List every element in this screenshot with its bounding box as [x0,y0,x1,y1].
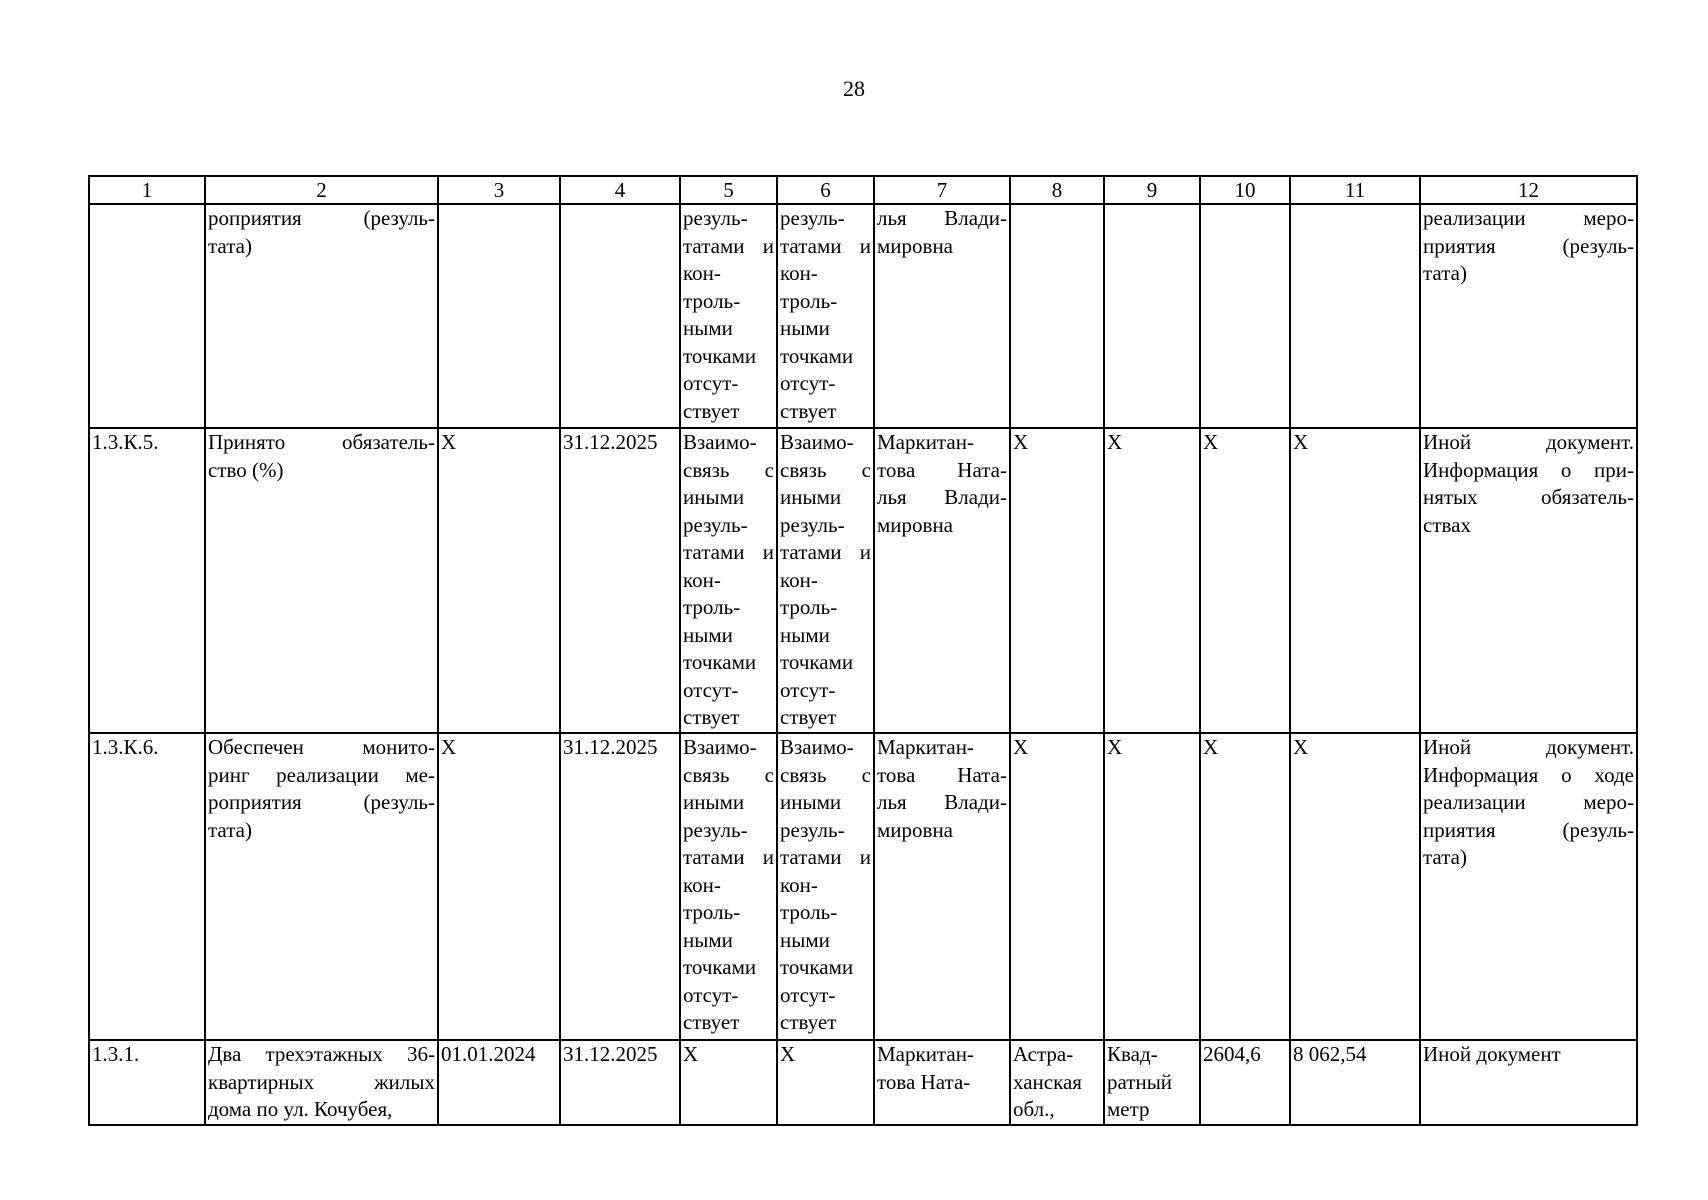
start-date-cell: Х [438,733,560,1040]
cell-line: лья Влади- [877,485,1007,509]
cell-line: точками [780,650,854,674]
responsible-cell [874,1040,1010,1125]
cell-line: Астра- [1013,1042,1074,1066]
cell-line: приятия (резуль- [1423,817,1634,842]
cell-line: роприятия (резуль- [208,790,435,814]
cell-line: отсут- [780,677,836,702]
header-cell: 7 [874,176,1010,204]
cell-line: това Ната- [877,762,1007,787]
location-cell: Х [1010,428,1104,733]
cell-line: иными [683,790,745,814]
cell-line: татами и [780,845,871,869]
row-number-cell: 1.3.К.6. [89,733,205,1040]
cell-line: отсут- [780,982,836,1007]
cell-line: ными [683,316,733,340]
cell-line: ство (%) [208,457,284,482]
cell-line: ными [683,927,733,952]
cell-line: резуль- [780,817,845,842]
cell-line: татами и [780,540,871,564]
cell-line: отсут- [780,371,836,395]
cell-line: Иной документ. [1423,430,1634,454]
cell-line: татами и [683,233,774,258]
cell-line: ствует [683,398,740,423]
table-row [89,733,1637,1040]
cell-line: троль- [780,900,838,924]
cell-line: связь с [683,762,774,787]
cell-line: мировна [877,512,954,537]
end-date-cell: 31.12.2025 [560,733,680,1040]
cell-line: кон- [683,261,721,285]
cell-line: ствует [780,705,837,729]
cell-line: приятия (резуль- [1423,233,1634,258]
name-cell [205,733,438,1040]
header-cell: 12 [1420,176,1637,204]
cell-line: Иной документ. [1423,735,1634,759]
quantity-cell [1200,204,1290,428]
cell-line: Взаимо- [780,735,854,759]
row-number-cell: 1.3.К.5. [89,428,205,733]
responsible-cell [874,204,1010,428]
results-table [88,175,1638,1126]
cell-line: татами и [683,845,774,869]
cell-line: роприятия (резуль- [208,206,435,230]
cost-cell: 8 062,54 [1290,1040,1420,1125]
document-cell [1420,428,1637,733]
cell-line: Обеспечен монито- [208,735,435,759]
name-cell [205,428,438,733]
cell-line: Взаимо- [780,430,854,454]
responsible-cell [874,428,1010,733]
cell-line: татами и [780,233,871,258]
cell-line: резуль- [780,206,845,230]
start-date-cell: Х [438,428,560,733]
cell-line: ствует [683,705,740,729]
name-cell [205,204,438,428]
cell-line: точками [683,955,757,979]
unit-cell: Х [1104,428,1200,733]
header-cell: 10 [1200,176,1290,204]
location-cell: Х [1010,733,1104,1040]
cell-line: нятых обязатель- [1423,485,1634,509]
document-cell [1420,204,1637,428]
cell-line: Информация о ходе [1423,762,1634,787]
cell-line: реализации меро- [1423,790,1634,814]
cell-line: резуль- [683,512,748,537]
cell-line: троль- [683,288,741,313]
cell-line: кон- [780,567,818,592]
cell-line: Маркитан- [877,1042,974,1066]
quantity-cell: Х [1200,428,1290,733]
cell-line: точками [780,955,854,979]
cell-line: отсут- [683,371,739,395]
cell-line: Принято обязатель- [208,430,435,454]
cell-line: резуль- [683,206,748,230]
header-cell: 11 [1290,176,1420,204]
cell-line: отсут- [683,677,739,702]
cost-cell [1290,204,1420,428]
cell-line: точками [683,343,757,368]
header-cell: 9 [1104,176,1200,204]
header-cell: 1 [89,176,205,204]
cell-line: татами и [683,540,774,564]
unit-cell [1104,1040,1200,1125]
unit-cell: Х [1104,733,1200,1040]
cell-line: Иной документ [1423,1042,1561,1066]
cell-line: ными [780,316,830,340]
location-cell [1010,204,1104,428]
table-row [89,1040,1637,1125]
cell-line: связь с [780,762,871,787]
cell-line: резуль- [780,512,845,537]
cell-line: кон- [780,261,818,285]
cell-line: метр [1107,1097,1150,1121]
predecessor-cell [680,204,777,428]
cell-line: отсут- [683,982,739,1007]
cell-line: ратный [1107,1069,1173,1094]
page-number: 28 [843,76,865,101]
predecessor-cell [680,428,777,733]
location-cell [1010,1040,1104,1125]
cost-cell: Х [1290,428,1420,733]
cost-cell: Х [1290,733,1420,1040]
predecessor-cell: Х [680,1040,777,1125]
header-row [89,176,1637,204]
unit-cell [1104,204,1200,428]
cell-line: Два трехэтажных 36- [208,1042,435,1066]
cell-line: лья Влади- [877,206,1007,230]
cell-line: тата) [1423,845,1467,869]
cell-line: связь с [780,457,871,482]
cell-line: резуль- [683,817,748,842]
table-body [89,204,1637,1125]
name-cell [205,1040,438,1125]
cell-line: троль- [683,595,741,619]
cell-line: ханская [1013,1069,1082,1094]
cell-line: иными [780,790,842,814]
cell-line: ствует [780,1010,837,1034]
cell-line: обл., [1013,1097,1055,1121]
cell-line: связь с [683,457,774,482]
cell-line: кон- [683,567,721,592]
table-row [89,204,1637,428]
successor-cell [777,204,874,428]
header-cell: 3 [438,176,560,204]
quantity-cell: Х [1200,733,1290,1040]
cell-line: ствует [780,398,837,423]
cell-line: Маркитан- [877,430,974,454]
row-number-cell [89,204,205,428]
cell-line: Взаимо- [683,430,757,454]
table-row [89,428,1637,733]
predecessor-cell [680,733,777,1040]
cell-line: тата) [208,233,252,258]
header-cell: 4 [560,176,680,204]
successor-cell [777,733,874,1040]
cell-line: ными [780,927,830,952]
header-cell: 8 [1010,176,1104,204]
cell-line: квартирных жилых [208,1069,435,1094]
cell-line: Квад- [1107,1042,1158,1066]
cell-line: кон- [780,872,818,897]
end-date-cell [560,204,680,428]
cell-line: ными [683,622,733,647]
cell-line: иными [780,485,842,509]
cell-line: тата) [1423,261,1467,285]
successor-cell: Х [777,1040,874,1125]
cell-line: точками [683,650,757,674]
cell-line: това Ната- [877,457,1007,482]
end-date-cell: 31.12.2025 [560,428,680,733]
cell-line: троль- [683,900,741,924]
document-cell [1420,733,1637,1040]
cell-line: ринг реализации ме- [208,762,435,787]
cell-line: мировна [877,817,954,842]
cell-line: тата) [208,817,252,842]
cell-line: ными [780,622,830,647]
responsible-cell [874,733,1010,1040]
cell-line: ствах [1423,512,1471,537]
cell-line: иными [683,485,745,509]
document-cell [1420,1040,1637,1125]
row-number-cell: 1.3.1. [89,1040,205,1125]
cell-line: троль- [780,288,838,313]
quantity-cell: 2604,6 [1200,1040,1290,1125]
cell-line: Взаимо- [683,735,757,759]
cell-line: мировна [877,233,954,258]
cell-line: Информация о при- [1423,457,1634,482]
cell-line: кон- [683,872,721,897]
start-date-cell: 01.01.2024 [438,1040,560,1125]
cell-line: точками [780,343,854,368]
cell-line: троль- [780,595,838,619]
cell-line: лья Влади- [877,790,1007,814]
header-cell: 5 [680,176,777,204]
successor-cell [777,428,874,733]
cell-line: дома по ул. Кочубея, [208,1097,393,1121]
cell-line: Маркитан- [877,735,974,759]
header-cell: 2 [205,176,438,204]
end-date-cell: 31.12.2025 [560,1040,680,1125]
header-cell: 6 [777,176,874,204]
start-date-cell [438,204,560,428]
cell-line: това Ната- [877,1069,971,1094]
cell-line: реализации меро- [1423,206,1634,230]
cell-line: ствует [683,1010,740,1034]
